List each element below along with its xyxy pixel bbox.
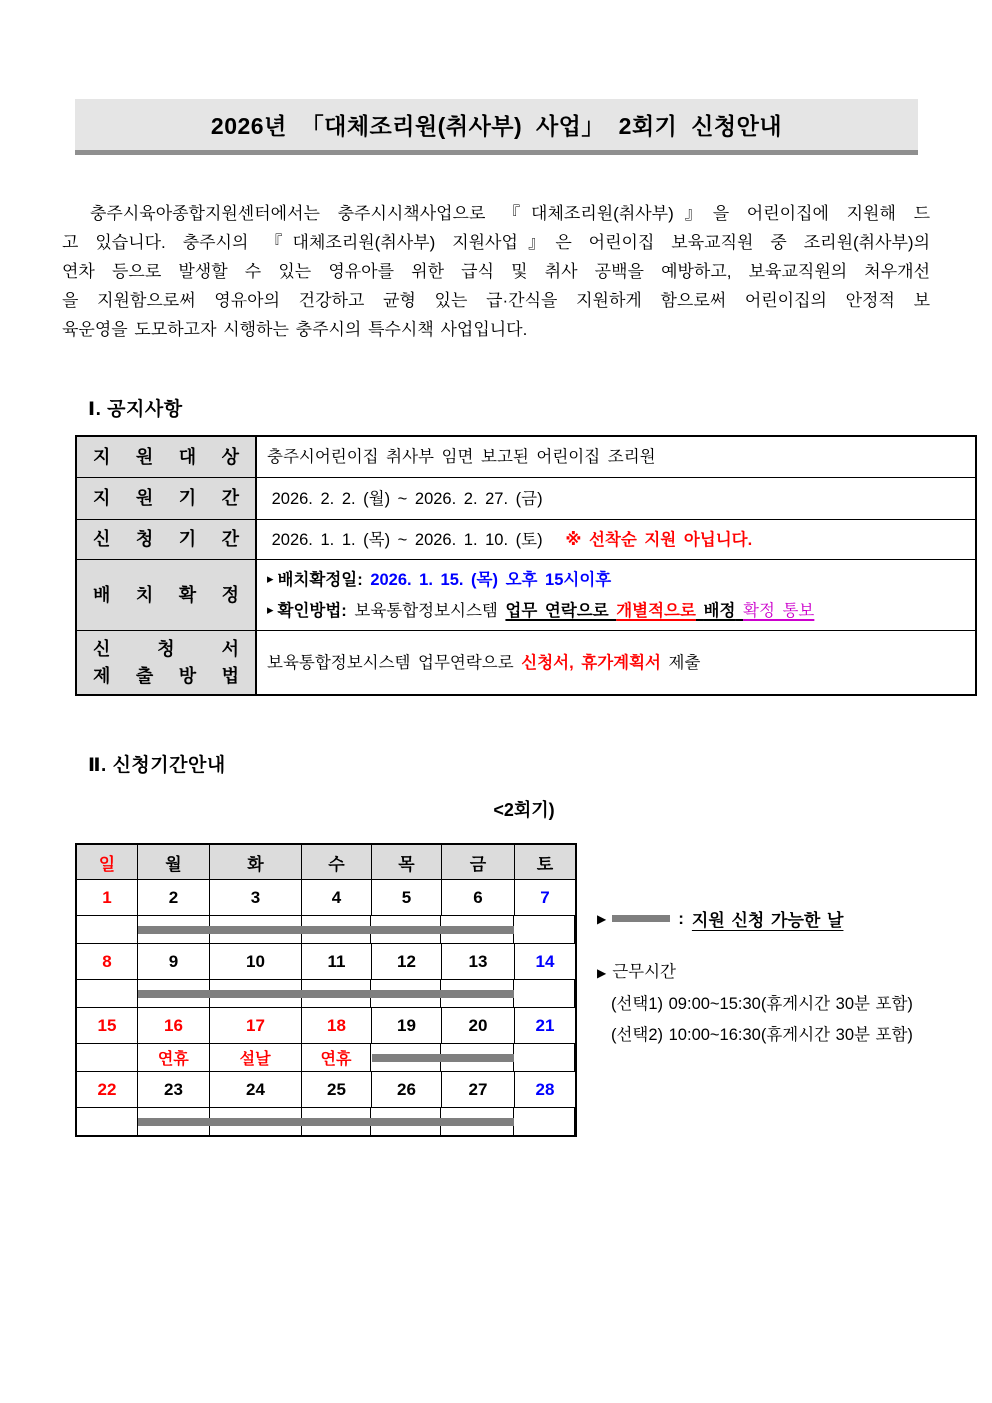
calendar-available-bar — [138, 1118, 514, 1126]
intro-paragraph — [62, 199, 930, 344]
notice-table-text-segment: 충주시어린이집 취사부 임면 보고된 어린이집 조리원 — [267, 448, 656, 466]
page-title: 2026년 「대체조리원(취사부) 사업」 2회기 신청안내 — [210, 113, 783, 139]
calendar-empty-cell — [514, 1044, 575, 1071]
calendar-day-cell: 2 — [138, 880, 210, 915]
calendar-day-cell: 22 — [77, 1072, 138, 1107]
calendar-day-cell: 연휴 — [302, 1044, 372, 1071]
calendar-day-cell: 연휴 — [138, 1044, 210, 1071]
calendar-available-bar — [138, 926, 514, 934]
notice-table-row — [77, 437, 975, 478]
notice-table-text-segment: 보육통합정보시스템 업무연락으로 — [267, 653, 522, 672]
notice-table-text-segment: 2026. 1. 15. (목) 오후 15시이후 — [370, 571, 612, 589]
calendar-table — [75, 843, 577, 1137]
work-hours-option: (선택1) 09:00~15:30(휴게시간 30분 포함) — [611, 995, 913, 1013]
gray-bar-icon — [612, 915, 670, 922]
notice-table-text-segment: 배치확정일: — [277, 571, 371, 589]
calendar-row — [77, 1008, 575, 1044]
calendar-empty-cell — [514, 916, 575, 943]
notice-table-text-segment — [696, 602, 704, 620]
calendar-header-cell: 금 — [442, 845, 515, 879]
notice-table-label-text: 지 원 대 상 — [93, 446, 239, 467]
legend-colon: : — [678, 908, 684, 928]
notice-table-label-text: 신 청 기 간 — [93, 529, 239, 549]
calendar-row — [77, 1044, 575, 1072]
calendar-header-cell: 화 — [210, 845, 302, 879]
calendar-header-cell: 목 — [372, 845, 442, 879]
notice-table-text-segment — [735, 602, 743, 620]
notice-table-text-segment: 확정 통보 — [743, 602, 815, 620]
calendar-day-cell: 10 — [210, 944, 302, 979]
notice-table-label-cell — [77, 560, 257, 630]
calendar-row — [77, 1108, 575, 1135]
calendar-day-cell: 12 — [372, 944, 442, 979]
notice-table-text-segment: 2026. 2. 2. (월) ~ 2026. 2. 27. (금) — [267, 489, 543, 508]
calendar-day-cell: 24 — [210, 1072, 302, 1107]
notice-table-text-segment: ▸ — [267, 571, 274, 586]
calendar-day-cell: 5 — [372, 880, 442, 915]
calendar-day-cell: 3 — [210, 880, 302, 915]
notice-table-label-cell — [77, 478, 257, 519]
notice-table-content-line — [267, 525, 965, 555]
calendar-empty-cell — [77, 1044, 138, 1071]
calendar-day-cell: 13 — [442, 944, 515, 979]
calendar-day-cell: 17 — [210, 1008, 302, 1043]
round-label: <2회기) — [493, 800, 555, 820]
calendar-day-cell: 18 — [302, 1008, 372, 1043]
calendar-empty-cell — [514, 1108, 575, 1135]
notice-table-content-cell — [257, 520, 975, 559]
calendar-day-cell: 19 — [372, 1008, 442, 1043]
notice-table-label-cell — [77, 520, 257, 559]
notice-table — [75, 435, 977, 696]
notice-table-content-cell — [257, 478, 975, 519]
notice-table-text-segment: ※ 선착순 지원 아닙니다. — [565, 530, 753, 549]
notice-table-label-text: 지 원 기 간 — [93, 488, 239, 508]
calendar-day-cell: 9 — [138, 944, 210, 979]
calendar-row — [77, 980, 575, 1008]
calendar-day-cell: 25 — [302, 1072, 372, 1107]
calendar-row — [77, 916, 575, 944]
intro-line: 고 있습니다. 충주시의 『대체조리원(취사부) 지원사업』은 어린이집 보육교직원 중 조리원(취사부)의 — [62, 233, 931, 252]
section-1-heading: Ⅰ. 공지사항 — [88, 399, 183, 420]
notice-table-text-segment: 배정 — [703, 602, 736, 620]
calendar-row — [77, 1072, 575, 1108]
calendar-day-cell: 1 — [77, 880, 138, 915]
notice-table-text-segment: 신청서, 휴가계획서 — [521, 653, 661, 672]
calendar-day-cell: 27 — [442, 1072, 515, 1107]
calendar-row — [77, 944, 575, 980]
calendar-day-cell: 설날 — [210, 1044, 302, 1071]
notice-table-content-line — [267, 564, 965, 595]
calendar-day-cell: 26 — [372, 1072, 442, 1107]
calendar-header-cell: 월 — [138, 845, 210, 879]
calendar-day-cell: 6 — [442, 880, 515, 915]
notice-table-label-text: 배 치 확 정 — [93, 584, 239, 605]
notice-table-content-cell — [257, 437, 975, 477]
calendar-header-cell: 토 — [515, 845, 575, 879]
notice-table-row — [77, 631, 975, 694]
calendar-day-cell: 20 — [442, 1008, 515, 1043]
calendar-header-cell: 일 — [77, 845, 138, 879]
legend-work-hours — [597, 957, 913, 1051]
notice-table-label-text: 신 청 서 — [93, 638, 239, 659]
notice-table-content-line — [267, 442, 965, 472]
notice-table-row — [77, 520, 975, 560]
calendar-available-bar — [372, 1054, 514, 1062]
notice-table-label-cell — [77, 631, 257, 694]
legend-available-label: 지원 신청 가능한 날 — [691, 911, 844, 930]
notice-table-text-segment: 보육통합정보시스템 — [354, 602, 506, 620]
notice-table-content-cell — [257, 560, 975, 630]
calendar-day-cell: 8 — [77, 944, 138, 979]
notice-table-label-cell — [77, 437, 257, 477]
notice-table-text-segment: 2026. 1. 1. (목) ~ 2026. 1. 10. (토) — [267, 530, 566, 549]
notice-table-content-line — [267, 484, 965, 514]
calendar-available-bar — [138, 990, 514, 998]
notice-table-text-segment: ▸ — [267, 602, 274, 617]
notice-table-text-segment: 개별적으로 — [616, 602, 696, 620]
intro-line: 을 지원함으로써 영유아의 건강하고 균형 있는 급·간식을 지원하게 함으로써 어린이집의 안정적 보 — [62, 291, 930, 310]
calendar-day-cell: 11 — [302, 944, 372, 979]
calendar-day-cell: 14 — [515, 944, 575, 979]
notice-table-text-segment: 제출 — [660, 653, 701, 672]
title-banner — [75, 99, 918, 155]
calendar-day-cell: 16 — [138, 1008, 210, 1043]
work-hours-option: (선택2) 10:00~16:30(휴게시간 30분 포함) — [611, 1026, 913, 1044]
calendar-empty-cell — [77, 980, 138, 1007]
notice-table-row — [77, 560, 975, 631]
intro-line: 연차 등으로 발생할 수 있는 영유아를 위한 급식 및 취사 공백을 예방하고, 보육교직원의 처우개선 — [62, 262, 930, 281]
legend-available — [597, 906, 843, 931]
section-2-heading: Ⅱ. 신청기간안내 — [88, 755, 226, 776]
calendar-day-cell: 21 — [515, 1008, 575, 1043]
notice-table-text-segment: 업무 연락으로 — [505, 602, 617, 620]
calendar-day-cell: 7 — [515, 880, 575, 915]
calendar-empty-cell — [77, 916, 138, 943]
intro-line: 육운영을 도모하고자 시행하는 충주시의 특수시책 사업입니다. — [62, 320, 528, 339]
triangle-bullet-icon: ▶ — [597, 966, 607, 980]
calendar-empty-cell — [77, 1108, 138, 1135]
notice-table-content-cell — [257, 631, 975, 694]
work-hours-title-text: 근무시간 — [612, 963, 676, 981]
intro-line: 충주시육아종합지원센터에서는 충주시시책사업으로 『대체조리원(취사부)』을 어린이집에 지원해 드 — [90, 204, 930, 223]
notice-table-content-line — [267, 648, 965, 678]
calendar-row — [77, 880, 575, 916]
calendar-day-cell: 15 — [77, 1008, 138, 1043]
notice-table-content-line — [267, 595, 965, 626]
calendar-empty-cell — [514, 980, 575, 1007]
notice-table-text-segment: 확인방법: — [277, 602, 355, 620]
notice-table-row — [77, 478, 975, 520]
notice-table-label-text: 제 출 방 법 — [93, 665, 239, 686]
calendar-header-row — [77, 845, 575, 880]
calendar-day-cell: 23 — [138, 1072, 210, 1107]
calendar-day-cell: 28 — [515, 1072, 575, 1107]
triangle-bullet-icon: ▶ — [597, 911, 607, 926]
calendar-header-cell: 수 — [302, 845, 372, 879]
work-hours-title — [597, 957, 913, 989]
calendar-day-cell: 4 — [302, 880, 372, 915]
